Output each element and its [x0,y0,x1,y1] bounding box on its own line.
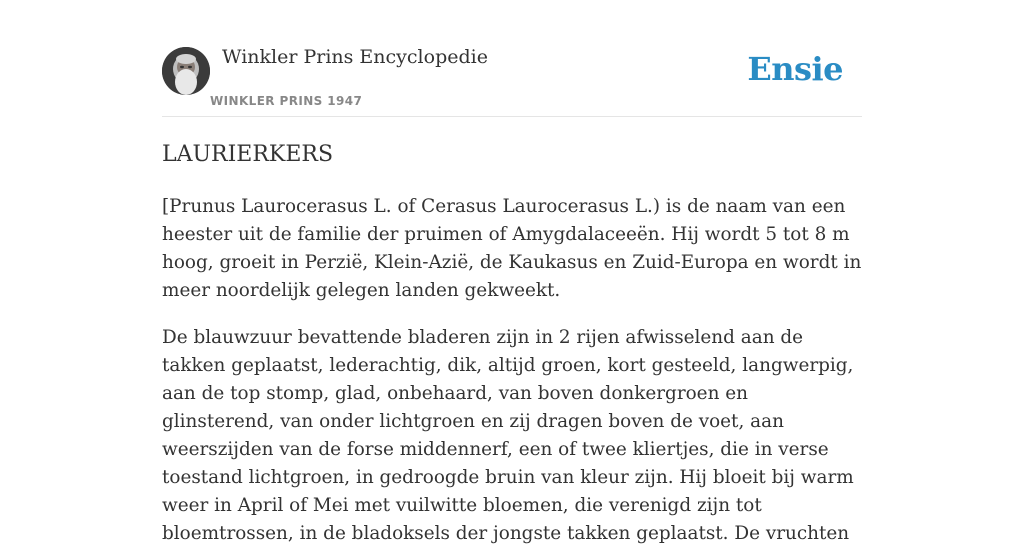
article-paragraph-2: De blauwzuur bevattende bladeren zijn in 2 rijen afwisselend aan de takken geplaatst, lederachtig, dik, altijd groen, kort gesteeld, langwerpig, aan de top stomp, glad, onbehaard, van boven donkergroen en glinsterend, van onder lichtgroen en zij dragen boven de voet, aan weerszijden van de forse middennerf, een of twee kliertjes, die in verse toestand lichtgroen, in gedroogde bruin van kleur zijn. Hij bloeit bij warm weer in April of Mei met vuilwitte bloemen, die verenigd zijn tot bloemtrossen, in de bladoksels der jongste takken geplaatst. De vruchten [162,327,854,544]
publication-header [162,0,862,117]
article-paragraph-1: [Prunus Laurocerasus L. of Cerasus Laurocerasus L.) is de naam van een heester uit de familie der pruimen of Amygdalaceeën. Hij wordt 5 tot 8 m hoog, groeit in Perzië, Klein-Azië, de Kaukasus en Zuid-Europa en wordt in meer noordelijk gelegen landen gekweekt. [162,196,862,301]
author-avatar[interactable] [162,47,210,95]
publication-subtitle: WINKLER PRINS 1947 [210,94,363,108]
page [162,0,862,544]
article-title: LAURIERKERS [162,142,334,167]
publication-title[interactable]: Winkler Prins Encyclopedie [222,46,488,68]
portrait-image [162,47,210,95]
ensie-logo[interactable]: Ensie [747,50,843,88]
